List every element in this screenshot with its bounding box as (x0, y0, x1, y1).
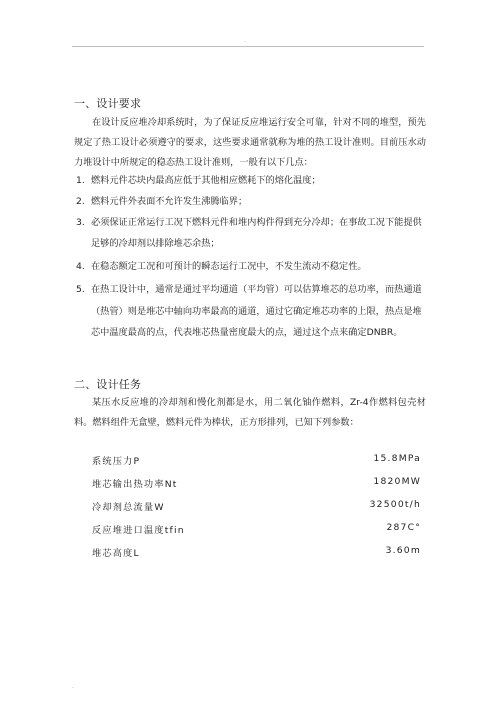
footer-mark: . (72, 683, 74, 690)
parameter-row (92, 545, 421, 559)
parameter-value: 3.60m (385, 545, 421, 556)
list-item (74, 171, 426, 192)
list-item (74, 213, 426, 254)
list-item-text: 燃料元件外表面不允许发生沸腾临界； (91, 196, 248, 207)
list-item-text: 燃料元件芯块内最高应低于其他相应燃耗下的熔化温度； (91, 175, 321, 186)
list-item-number: 2. (76, 196, 85, 207)
list-item-text: 必须保证正常运行工况下燃料元件和堆内构件得到充分冷却；在事故工况下能提供足够的冷却剂以排除堆芯余热； (91, 217, 422, 249)
list-item-text: 在稳态额定工况和可预计的瞬态运行工况中，不发生流动不稳定性。 (91, 261, 367, 272)
parameter-name: 反应堆进口温度tfin (92, 525, 185, 536)
list-item (74, 192, 426, 213)
list-item-number: 1. (76, 175, 85, 186)
parameter-value: 287C° (386, 522, 421, 533)
parameter-value: 1820MW (373, 476, 421, 487)
list-item-number: 3. (76, 217, 85, 228)
header-mark: . (244, 37, 246, 44)
parameter-name: 冷却剂总流量W (92, 502, 165, 513)
task-paragraph: 某压水反应堆的冷却剂和慢化剂都是水，用二氧化铀作燃料，Zr-4作燃料包壳材料。燃料组件无盒壁，燃料元件为棒状，正方形排列，已知下列参数： (74, 397, 426, 428)
parameter-row (92, 522, 421, 536)
parameter-row (92, 453, 421, 467)
list-item-number: 4. (76, 261, 85, 272)
parameter-row (92, 476, 421, 490)
header-rule (72, 46, 424, 47)
intro-paragraph: 在设计反应堆冷却系统时，为了保证反应堆运行安全可靠，针对不同的堆型，预先规定了热工设计必须遵守的要求，这些要求通常就称为堆的热工设计准则。目前压水动力堆设计中所规定的稳态热工设计准则，一般有以下几点： (74, 117, 426, 168)
section-heading-tasks: 二、设计任务 (74, 378, 142, 391)
parameter-name: 堆芯输出热功率Nt (92, 479, 178, 490)
parameter-name: 系统压力P (92, 456, 141, 467)
parameter-value: 15.8MPa (373, 453, 421, 464)
list-item-text: 在热工设计中，通常是通过平均通道（平均管）可以估算堆芯的总功率，而热通道（热管）则是堆芯中轴向功率最高的通道，通过它确定堆芯功率的上限，热点是堆芯中温度最高的点，代表堆芯热量密度最大的点，通过这个点来确定DNBR。 (91, 284, 422, 338)
list-item (74, 279, 426, 344)
parameter-value: 32500t/h (369, 499, 421, 510)
list-item-number: 5. (76, 284, 85, 295)
parameter-name: 堆芯高度L (92, 548, 140, 559)
list-item (74, 257, 426, 278)
section-heading-requirements: 一、设计要求 (74, 97, 142, 110)
parameter-row (92, 499, 421, 513)
